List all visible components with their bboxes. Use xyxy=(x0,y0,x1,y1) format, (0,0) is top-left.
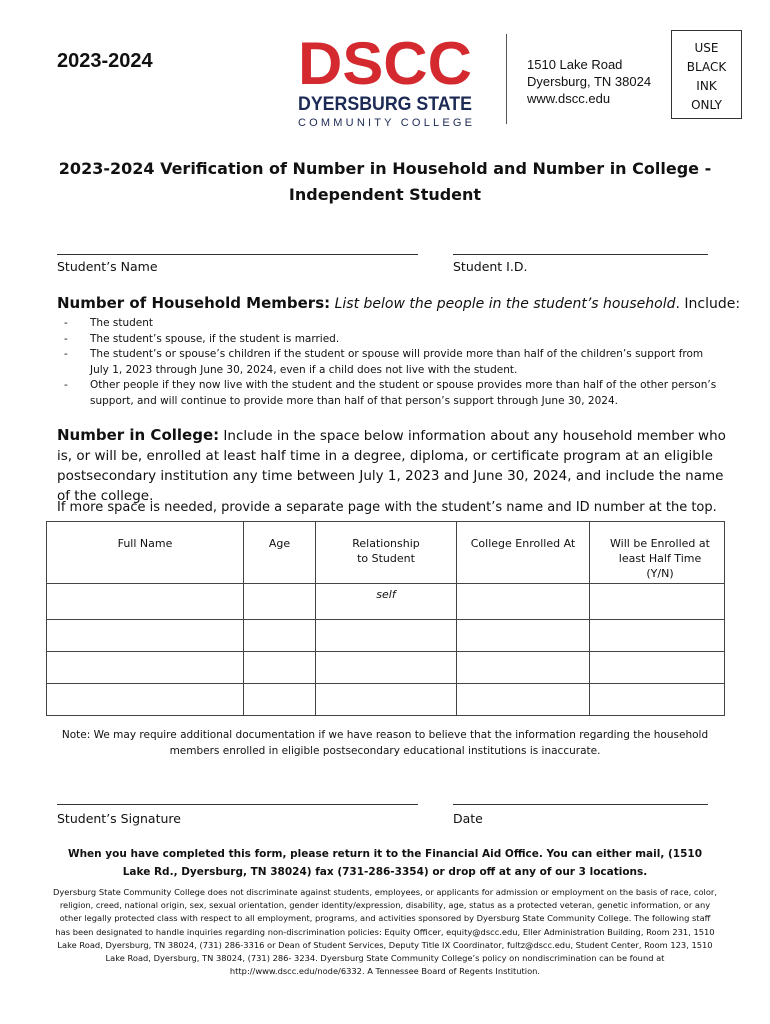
student-name-line[interactable] xyxy=(57,254,418,255)
college-heading: Number in College: xyxy=(57,426,220,444)
cell-half-time[interactable] xyxy=(590,652,725,684)
table-row xyxy=(47,620,725,652)
student-id-label: Student I.D. xyxy=(453,259,528,274)
column-header-age: Age xyxy=(244,522,316,584)
cell-full-name[interactable] xyxy=(47,620,244,652)
form-title-line-2: Independent Student xyxy=(288,185,482,204)
nondiscrimination-statement: Dyersburg State Community College does not discriminate against students, employees, or applicants for admission or employment on the basis of race, color, religion, creed, national origin, sex, sexual orientation, gender identity/expression, disability, age, status as a protected veteran, genetic information, or any other legally protected class with respect to all employment, programs, and activities sponsored by Dyersburg State Community College. The following staff has been designated to handle inquiries regarding non-discrimination policies: Equity Officer, equity@dscc.edu, Eller Administration Building, Room 231, 1510 Lake Road, Dyersburg, TN 38024, (731) 286-3316 or Dean of Student Services, Deputy Title IX Coordinator, fultz@dscc.edu, Student Center, Room 123, 1510 Lake Road, Dyersburg, TN 38024, (731) 286- 3234. Dyersburg State Community College’s policy on nondiscrimination can be found at http://www.dscc.edu/node/6332. A Tennessee Board of Regents Institution. xyxy=(53,887,717,977)
cell-relationship[interactable] xyxy=(316,652,457,684)
ink-notice-line: INK xyxy=(696,79,717,93)
table-row xyxy=(47,684,725,716)
cell-half-time[interactable] xyxy=(590,620,725,652)
form-title xyxy=(40,156,730,208)
ink-notice-line: ONLY xyxy=(691,98,722,112)
college-address xyxy=(527,56,651,107)
cell-full-name[interactable] xyxy=(47,584,244,620)
household-college-table xyxy=(46,521,725,716)
logo-main-text: DSCC xyxy=(298,36,472,97)
column-header-half-time: Will be Enrolled at least Half Time (Y/N) xyxy=(590,522,725,584)
documentation-note: Note: We may require additional documentation if we have reason to believe that the information regarding the household members enrolled in eligible postsecondary educational institutions is inaccurate. xyxy=(61,729,709,757)
college-text: Include in the space below information about any household member who is, or will be, enrolled at least half time in a degree, diploma, or certificate program at an eligible postsecondary institution any time between July 1, 2023 and June 30, 2024, and include the name of the college. xyxy=(57,428,726,504)
household-intro: List below the people in the student’s household xyxy=(334,296,676,312)
cell-full-name[interactable] xyxy=(47,652,244,684)
signature-line[interactable] xyxy=(57,804,418,805)
signature-label: Student’s Signature xyxy=(57,811,181,826)
address-website: www.dscc.edu xyxy=(527,91,611,106)
cell-half-time[interactable] xyxy=(590,684,725,716)
household-heading-row xyxy=(57,294,740,312)
address-line-2: Dyersburg, TN 38024 xyxy=(527,74,652,89)
dscc-logo xyxy=(296,36,474,128)
list-item: - Other people if they now live with the student and the student or spouse provides more than half of the other person’s support, and will continue to provide more than half of that person’s support through June 30, 2024. xyxy=(64,379,717,407)
student-name-label: Student’s Name xyxy=(57,259,158,274)
date-line[interactable] xyxy=(453,804,708,805)
cell-half-time[interactable] xyxy=(590,584,725,620)
household-members-list xyxy=(64,316,724,409)
cell-college[interactable] xyxy=(457,652,590,684)
ink-notice-line: USE xyxy=(694,41,719,55)
list-item: - The student’s or spouse’s children if the student or spouse will provide more than half of the children’s support from July 1, 2023 through June 30, 2024, even if a child does not live with the student. xyxy=(64,348,704,376)
ink-notice-line: BLACK xyxy=(686,60,727,74)
cell-age[interactable] xyxy=(244,652,316,684)
logo-sub-text: DYERSBURG STATE xyxy=(298,94,472,115)
address-line-1: 1510 Lake Road xyxy=(527,57,623,72)
column-header-relationship: Relationship to Student xyxy=(316,522,457,584)
cell-relationship[interactable] xyxy=(316,620,457,652)
list-item: - The student xyxy=(64,317,154,329)
academic-year: 2023-2024 xyxy=(57,50,153,72)
cell-college[interactable] xyxy=(457,584,590,620)
cell-full-name[interactable] xyxy=(47,684,244,716)
cell-college[interactable] xyxy=(457,620,590,652)
cell-relationship-self: self xyxy=(316,584,457,620)
table-row xyxy=(47,584,725,620)
cell-age[interactable] xyxy=(244,684,316,716)
form-title-line-1: 2023-2024 Verification of Number in Household and Number in College - xyxy=(58,159,712,178)
logo-sub2-text: COMMUNITY COLLEGE xyxy=(298,117,472,128)
household-intro-tail: . Include: xyxy=(675,296,741,312)
student-id-line[interactable] xyxy=(453,254,708,255)
cell-age[interactable] xyxy=(244,620,316,652)
cell-college[interactable] xyxy=(457,684,590,716)
column-header-full-name: Full Name xyxy=(47,522,244,584)
cell-age[interactable] xyxy=(244,584,316,620)
date-label: Date xyxy=(453,811,483,826)
cell-relationship[interactable] xyxy=(316,684,457,716)
household-heading: Number of Household Members: xyxy=(57,294,331,312)
list-item: - The student’s spouse, if the student is married. xyxy=(64,332,340,345)
more-space-note: If more space is needed, provide a separate page with the student’s name and ID number at the top. xyxy=(57,500,717,515)
number-in-college-section xyxy=(57,425,729,506)
column-header-college: College Enrolled At xyxy=(457,522,590,584)
table-header-row xyxy=(47,522,725,584)
black-ink-notice xyxy=(671,30,742,119)
table-row xyxy=(47,652,725,684)
header-divider xyxy=(506,34,507,124)
return-instructions: When you have completed this form, please return it to the Financial Aid Office. You can either mail, (1510 Lake Rd., Dyersburg, TN 38024) fax (731-286-3354) or drop off at any of our 3 locations. xyxy=(67,848,702,878)
